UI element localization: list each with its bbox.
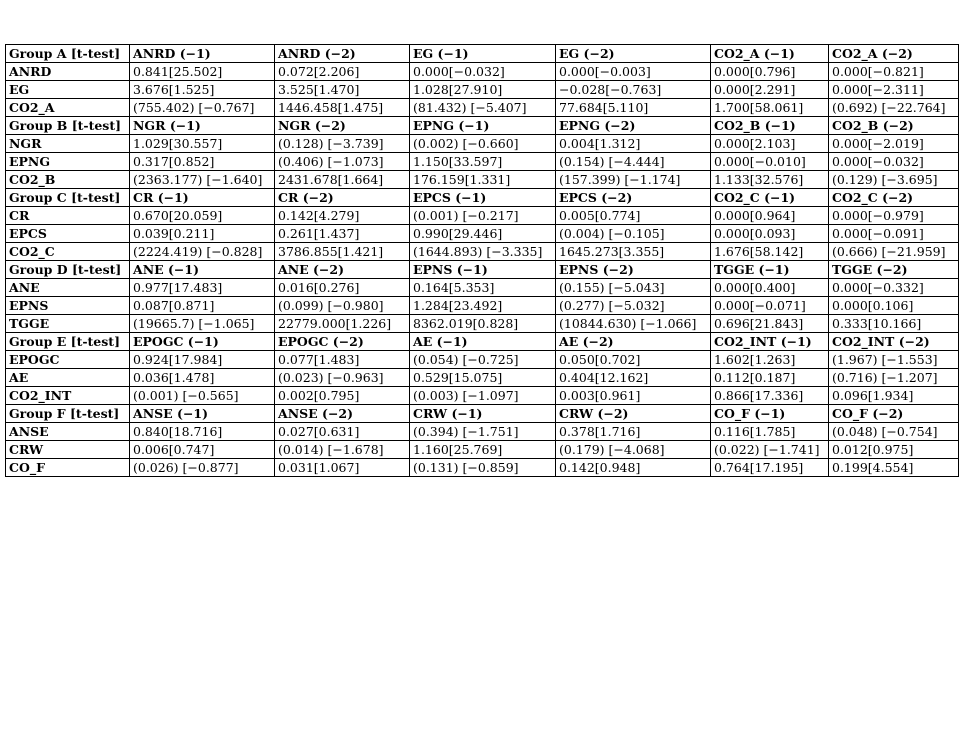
column-header: AE (−1)	[410, 333, 556, 351]
row-label: CO2_C	[6, 243, 130, 261]
table-cell: (81.432) [−5.407]	[410, 99, 556, 117]
table-cell: (0.026) [−0.877]	[130, 459, 275, 477]
table-cell: 0.840[18.716]	[130, 423, 275, 441]
column-header: CRW (−1)	[410, 405, 556, 423]
table-cell: 0.333[10.166]	[829, 315, 959, 333]
table-cell: 0.027[0.631]	[275, 423, 410, 441]
table-cell: 0.000[−0.071]	[711, 297, 829, 315]
column-header: ANRD (−1)	[130, 45, 275, 63]
table-cell: 0.036[1.478]	[130, 369, 275, 387]
column-header: TGGE (−1)	[711, 261, 829, 279]
table-row	[6, 441, 959, 459]
table-cell: 0.000[−0.032]	[829, 153, 959, 171]
row-label: CO_F	[6, 459, 130, 477]
group-title: Group A [t-test]	[6, 45, 130, 63]
table-row	[6, 387, 959, 405]
row-label: CO2_B	[6, 171, 130, 189]
column-header: CO2_A (−2)	[829, 45, 959, 63]
column-header: EG (−1)	[410, 45, 556, 63]
table-cell: (0.128) [−3.739]	[275, 135, 410, 153]
table-cell: (0.692) [−22.764]	[829, 99, 959, 117]
column-header: EPCS (−2)	[556, 189, 711, 207]
column-header: AE (−2)	[556, 333, 711, 351]
table-cell: (157.399) [−1.174]	[556, 171, 711, 189]
table-cell: 0.004[1.312]	[556, 135, 711, 153]
row-label: EPCS	[6, 225, 130, 243]
column-header: CR (−1)	[130, 189, 275, 207]
table-cell: (0.048) [−0.754]	[829, 423, 959, 441]
table-cell: (0.003) [−1.097]	[410, 387, 556, 405]
row-label: CO2_A	[6, 99, 130, 117]
row-label: EPOGC	[6, 351, 130, 369]
table-cell: (755.402) [−0.767]	[130, 99, 275, 117]
group-header-row	[6, 333, 959, 351]
table-cell: 0.000[−0.332]	[829, 279, 959, 297]
column-header: EPOGC (−2)	[275, 333, 410, 351]
table-cell: (0.001) [−0.217]	[410, 207, 556, 225]
column-header: EPNG (−1)	[410, 117, 556, 135]
table-cell: 0.000[−0.091]	[829, 225, 959, 243]
table-cell: 0.012[0.975]	[829, 441, 959, 459]
group-header-row	[6, 261, 959, 279]
table-cell: 0.112[0.187]	[711, 369, 829, 387]
table-row	[6, 315, 959, 333]
column-header: CO2_C (−1)	[711, 189, 829, 207]
table-cell: 0.696[21.843]	[711, 315, 829, 333]
table-row	[6, 369, 959, 387]
table-cell: (1.967) [−1.553]	[829, 351, 959, 369]
table-cell: 0.000[2.103]	[711, 135, 829, 153]
table-cell: 0.087[0.871]	[130, 297, 275, 315]
column-header: CO2_INT (−2)	[829, 333, 959, 351]
row-label: CRW	[6, 441, 130, 459]
table-cell: 0.924[17.984]	[130, 351, 275, 369]
table-cell: 0.050[0.702]	[556, 351, 711, 369]
table-cell: −0.028[−0.763]	[556, 81, 711, 99]
table-cell: 1.028[27.910]	[410, 81, 556, 99]
table-cell: 0.000[0.106]	[829, 297, 959, 315]
table-row	[6, 153, 959, 171]
table-cell: 0.000[−0.010]	[711, 153, 829, 171]
table-cell: (0.004) [−0.105]	[556, 225, 711, 243]
column-header: CRW (−2)	[556, 405, 711, 423]
table-row	[6, 423, 959, 441]
table-cell: 0.005[0.774]	[556, 207, 711, 225]
table-cell: 176.159[1.331]	[410, 171, 556, 189]
table-cell: 0.000[−0.032]	[410, 63, 556, 81]
table-cell: (0.394) [−1.751]	[410, 423, 556, 441]
column-header: CR (−2)	[275, 189, 410, 207]
table-cell: (0.406) [−1.073]	[275, 153, 410, 171]
table-cell: 8362.019[0.828]	[410, 315, 556, 333]
table-row	[6, 351, 959, 369]
table-row	[6, 243, 959, 261]
column-header: NGR (−1)	[130, 117, 275, 135]
table-row	[6, 63, 959, 81]
table-row	[6, 225, 959, 243]
table-cell: 0.404[12.162]	[556, 369, 711, 387]
table-cell: 1.700[58.061]	[711, 99, 829, 117]
table-cell: (0.155) [−5.043]	[556, 279, 711, 297]
row-label: CR	[6, 207, 130, 225]
table-cell: 0.164[5.353]	[410, 279, 556, 297]
group-header-row	[6, 117, 959, 135]
table-cell: 0.529[15.075]	[410, 369, 556, 387]
results-table	[5, 44, 959, 477]
table-row	[6, 81, 959, 99]
table-cell: 0.000[−2.019]	[829, 135, 959, 153]
column-header: EG (−2)	[556, 45, 711, 63]
column-header: TGGE (−2)	[829, 261, 959, 279]
table-cell: 2431.678[1.664]	[275, 171, 410, 189]
table-cell: 22779.000[1.226]	[275, 315, 410, 333]
table-cell: (0.154) [−4.444]	[556, 153, 711, 171]
table-cell: 0.002[0.795]	[275, 387, 410, 405]
row-label: NGR	[6, 135, 130, 153]
table-cell: 1645.273[3.355]	[556, 243, 711, 261]
table-cell: 1.284[23.492]	[410, 297, 556, 315]
table-cell: 0.096[1.934]	[829, 387, 959, 405]
column-header: ANRD (−2)	[275, 45, 410, 63]
column-header: ANE (−1)	[130, 261, 275, 279]
row-label: CO2_INT	[6, 387, 130, 405]
table-cell: 0.378[1.716]	[556, 423, 711, 441]
table-cell: 0.866[17.336]	[711, 387, 829, 405]
group-header-row	[6, 45, 959, 63]
row-label: EPNS	[6, 297, 130, 315]
column-header: CO2_C (−2)	[829, 189, 959, 207]
row-label: AE	[6, 369, 130, 387]
table-cell: 0.000[−2.311]	[829, 81, 959, 99]
table-cell: (2224.419) [−0.828]	[130, 243, 275, 261]
table-cell: 0.317[0.852]	[130, 153, 275, 171]
group-header-row	[6, 405, 959, 423]
table-cell: 0.199[4.554]	[829, 459, 959, 477]
table-cell: 0.006[0.747]	[130, 441, 275, 459]
table-cell: 0.077[1.483]	[275, 351, 410, 369]
column-header: CO2_A (−1)	[711, 45, 829, 63]
column-header: EPCS (−1)	[410, 189, 556, 207]
column-header: CO_F (−2)	[829, 405, 959, 423]
table-row	[6, 297, 959, 315]
table-cell: (0.001) [−0.565]	[130, 387, 275, 405]
table-cell: (0.014) [−1.678]	[275, 441, 410, 459]
table-row	[6, 207, 959, 225]
table-cell: (0.666) [−21.959]	[829, 243, 959, 261]
table-cell: 0.039[0.211]	[130, 225, 275, 243]
table-cell: 0.000[0.964]	[711, 207, 829, 225]
table-cell: 0.261[1.437]	[275, 225, 410, 243]
column-header: CO2_B (−1)	[711, 117, 829, 135]
table-cell: (0.716) [−1.207]	[829, 369, 959, 387]
table-cell: 0.000[0.400]	[711, 279, 829, 297]
table-cell: 0.000[2.291]	[711, 81, 829, 99]
table-body	[6, 45, 959, 477]
table-cell: (0.002) [−0.660]	[410, 135, 556, 153]
table-cell: 0.031[1.067]	[275, 459, 410, 477]
table-cell: 1.150[33.597]	[410, 153, 556, 171]
table-cell: 0.142[4.279]	[275, 207, 410, 225]
table-cell: 1.676[58.142]	[711, 243, 829, 261]
table-cell: 3.676[1.525]	[130, 81, 275, 99]
table-cell: (0.099) [−0.980]	[275, 297, 410, 315]
column-header: NGR (−2)	[275, 117, 410, 135]
table-cell: (0.131) [−0.859]	[410, 459, 556, 477]
table-cell: 0.000[−0.979]	[829, 207, 959, 225]
group-header-row	[6, 189, 959, 207]
column-header: ANSE (−1)	[130, 405, 275, 423]
table-cell: (0.129) [−3.695]	[829, 171, 959, 189]
table-cell: 0.764[17.195]	[711, 459, 829, 477]
column-header: CO2_B (−2)	[829, 117, 959, 135]
row-label: ANRD	[6, 63, 130, 81]
table-cell: (0.054) [−0.725]	[410, 351, 556, 369]
column-header: CO_F (−1)	[711, 405, 829, 423]
table-row	[6, 279, 959, 297]
row-label: ANE	[6, 279, 130, 297]
row-label: ANSE	[6, 423, 130, 441]
table-cell: 0.990[29.446]	[410, 225, 556, 243]
table-cell: 0.016[0.276]	[275, 279, 410, 297]
table-cell: (10844.630) [−1.066]	[556, 315, 711, 333]
group-title: Group D [t-test]	[6, 261, 130, 279]
group-title: Group C [t-test]	[6, 189, 130, 207]
row-label: TGGE	[6, 315, 130, 333]
table-cell: 0.116[1.785]	[711, 423, 829, 441]
table-cell: 1.133[32.576]	[711, 171, 829, 189]
table-cell: (0.277) [−5.032]	[556, 297, 711, 315]
table-cell: (0.023) [−0.963]	[275, 369, 410, 387]
table-cell: (0.022) [−1.741]	[711, 441, 829, 459]
table-cell: 0.841[25.502]	[130, 63, 275, 81]
table-cell: (0.179) [−4.068]	[556, 441, 711, 459]
column-header: EPNG (−2)	[556, 117, 711, 135]
group-title: Group E [t-test]	[6, 333, 130, 351]
table-cell: 0.072[2.206]	[275, 63, 410, 81]
group-title: Group B [t-test]	[6, 117, 130, 135]
table-cell: 1.602[1.263]	[711, 351, 829, 369]
group-title: Group F [t-test]	[6, 405, 130, 423]
table-cell: 0.000[−0.003]	[556, 63, 711, 81]
table-cell: 0.000[0.093]	[711, 225, 829, 243]
table-cell: 3.525[1.470]	[275, 81, 410, 99]
table-row	[6, 459, 959, 477]
table-cell: 0.142[0.948]	[556, 459, 711, 477]
table-row	[6, 99, 959, 117]
table-cell: 1446.458[1.475]	[275, 99, 410, 117]
table-cell: 0.000[0.796]	[711, 63, 829, 81]
table-row	[6, 171, 959, 189]
row-label: EG	[6, 81, 130, 99]
column-header: EPNS (−1)	[410, 261, 556, 279]
table-cell: 1.029[30.557]	[130, 135, 275, 153]
table-cell: 1.160[25.769]	[410, 441, 556, 459]
table-cell: 3786.855[1.421]	[275, 243, 410, 261]
table-cell: 77.684[5.110]	[556, 99, 711, 117]
row-label: EPNG	[6, 153, 130, 171]
table-cell: (2363.177) [−1.640]	[130, 171, 275, 189]
table-row	[6, 135, 959, 153]
table-cell: 0.670[20.059]	[130, 207, 275, 225]
column-header: EPOGC (−1)	[130, 333, 275, 351]
column-header: CO2_INT (−1)	[711, 333, 829, 351]
table-cell: 0.000[−0.821]	[829, 63, 959, 81]
column-header: ANE (−2)	[275, 261, 410, 279]
column-header: EPNS (−2)	[556, 261, 711, 279]
table-cell: (19665.7) [−1.065]	[130, 315, 275, 333]
table-cell: 0.977[17.483]	[130, 279, 275, 297]
table-cell: 0.003[0.961]	[556, 387, 711, 405]
column-header: ANSE (−2)	[275, 405, 410, 423]
table-cell: (1644.893) [−3.335]	[410, 243, 556, 261]
